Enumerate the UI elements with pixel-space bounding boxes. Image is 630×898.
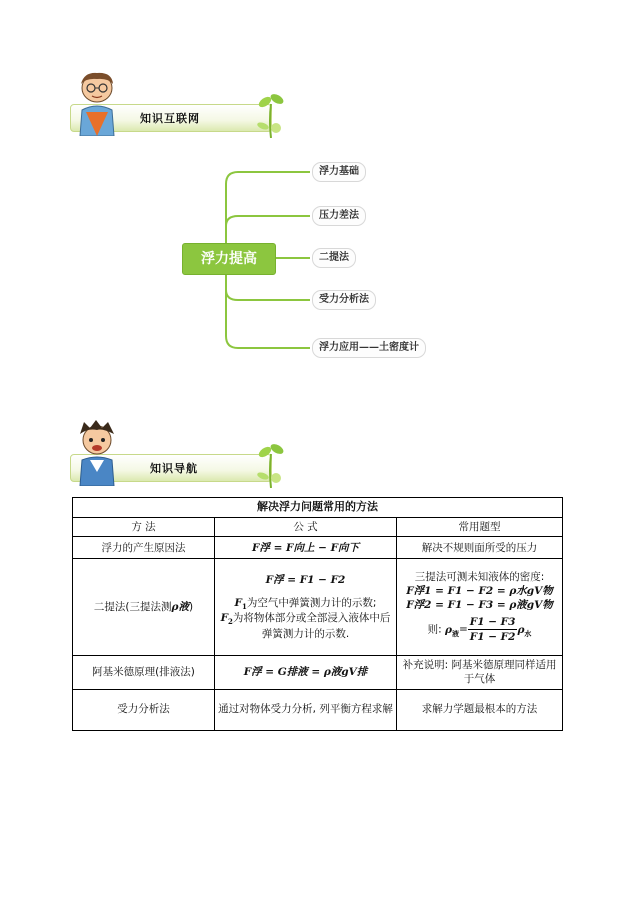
row1-usage: 解决不规则面所受的压力 [397,537,563,559]
mind-map [170,150,470,370]
row2-method [73,559,215,656]
row2-usage-eq1: F浮1 = F1 − F2 = ρ水gV物 [406,584,553,597]
buoyancy-methods-table [72,497,563,731]
row2-usage-then: 则: [427,623,442,636]
branch-pressure-difference: 压力差法 [312,206,366,226]
table-row [73,689,563,730]
table-row [73,537,563,559]
row2-usage-eq2: F浮2 = F1 − F3 = ρ液gV物 [406,599,553,612]
row1-formula: F浮 = F向上 − F向下 [215,537,397,559]
branch-buoyancy-application: 浮力应用——土密度计 [312,338,426,358]
row2-usage-intro: 三提法可测未知液体的密度: [414,570,545,583]
row4-method: 受力分析法 [73,689,215,730]
leaf-icon [256,90,286,138]
row3-usage: 补充说明: 阿基米德原理同样适用于气体 [397,656,563,689]
row3-method: 阿基米德原理(排液法) [73,656,215,689]
header-usage: 常用题型 [397,518,563,537]
table-row [73,656,563,689]
header-formula: 公 式 [215,518,397,537]
header-method: 方 法 [73,518,215,537]
central-topic: 浮力提高 [182,243,276,275]
banner-knowledge-navigation [70,420,290,490]
branch-force-analysis: 受力分析法 [312,290,376,310]
row2-method-text: 二提法(三提法测 [93,601,172,614]
student-avatar-icon [72,420,122,486]
row3-formula: F浮 = G排液 = ρ液gV排 [215,656,397,689]
rho-liquid-symbol: ρ液 [171,601,189,614]
row4-formula: 通过对物体受力分析, 列平衡方程求解 [215,689,397,730]
leaf-icon [256,440,286,488]
table-row [73,559,563,656]
table-title-row [73,498,563,518]
banner-title: 知识互联网 [140,112,200,125]
row2-formula [215,559,397,656]
table-header-row [73,518,563,537]
banner-title: 知识导航 [150,462,198,475]
row1-method: 浮力的产生原因法 [73,537,215,559]
density-fraction: $\frac{F1 - F3}{F1 - F2}$ [469,616,516,644]
row2-usage-ratio: 则: $\rho_液=$ $\frac{F1 - F3}{F1 - F2}$ $\rho_水$ [427,616,532,644]
row2-note2: $F_2$为将物体部分或全部浸入液体中后弹簧测力计的示数. [220,612,391,640]
row2-method-end: ) [188,601,194,614]
teacher-avatar-icon [72,70,122,136]
row2-usage [397,559,563,656]
banner-knowledge-network [70,70,290,140]
branch-buoyancy-basics: 浮力基础 [312,162,366,182]
row2-formula-main: F浮 = F1 − F2 [265,574,346,587]
row4-usage: 求解力学题最根本的方法 [397,689,563,730]
branch-two-lift-method: 二提法 [312,248,356,268]
row2-note1: $F_1$为空气中弹簧测力计的示数; [234,596,377,611]
table-title: 解决浮力问题常用的方法 [73,498,563,518]
